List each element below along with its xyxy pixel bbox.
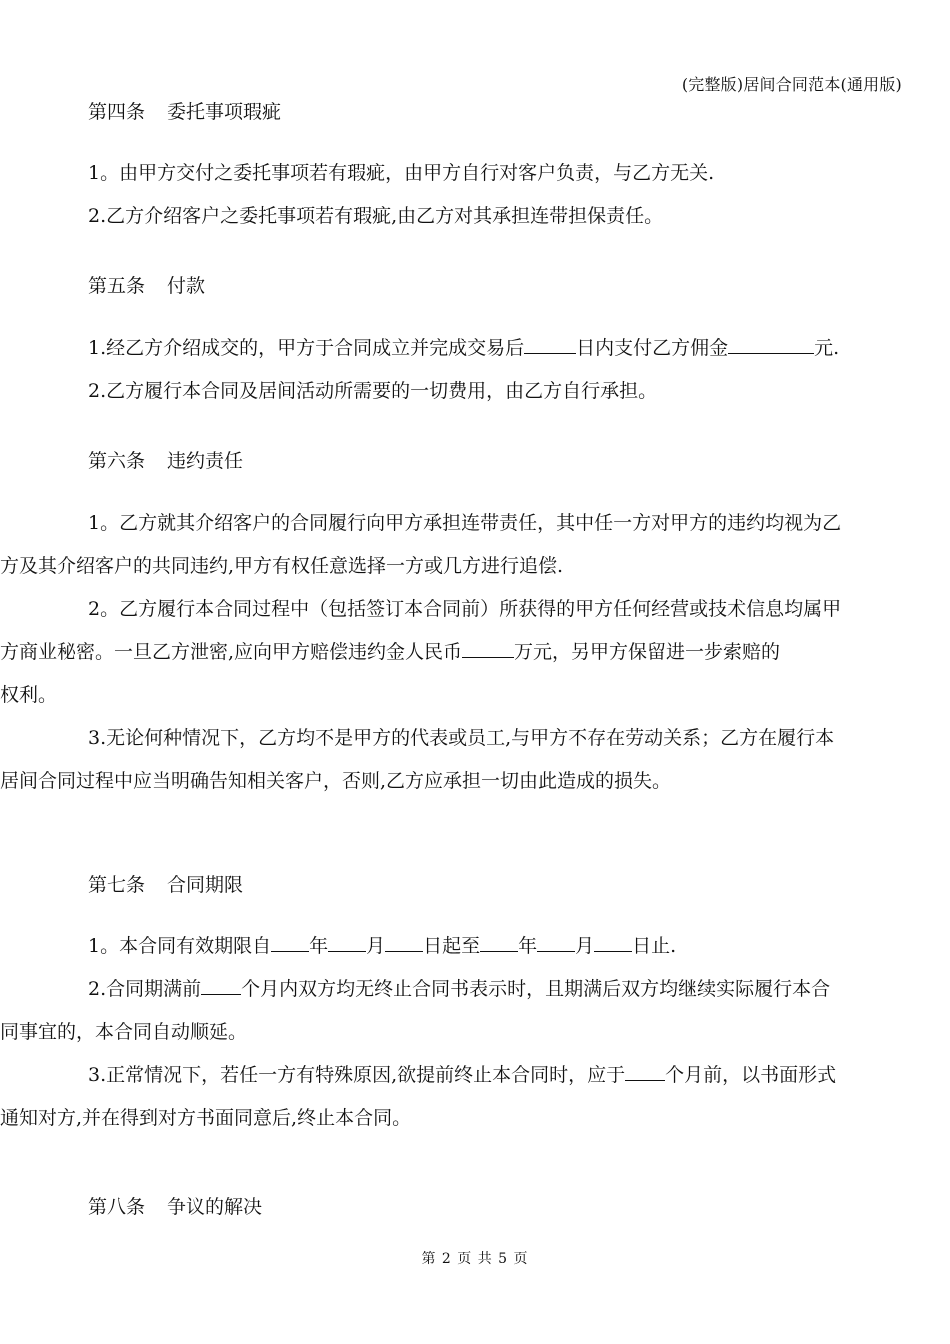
paragraph: 3.无论何种情况下，乙方均不是甲方的代表或员工,与甲方不存在劳动关系；乙方在履行本 <box>88 727 835 749</box>
article-number: 第八条 <box>88 1196 146 1218</box>
text-run: 日内支付乙方佣金 <box>576 337 729 359</box>
paragraph <box>88 327 908 370</box>
paragraph-continuation: 权利。 <box>0 684 58 706</box>
text-run: 月 <box>575 935 595 957</box>
paragraph <box>88 925 908 968</box>
paragraph <box>88 1054 908 1097</box>
fill-in-blank[interactable] <box>385 931 423 952</box>
fill-in-blank[interactable] <box>537 931 575 952</box>
text-run: 2.合同期满前 <box>88 978 202 1000</box>
article-title: 合同期限 <box>167 874 244 896</box>
text-run: 1.经乙方介绍成交的，甲方于合同成立并完成交易后 <box>88 337 525 359</box>
text-run: 日止. <box>632 935 677 957</box>
article-8-heading <box>88 1192 262 1222</box>
paragraph-continuation: 通知对方,并在得到对方书面同意后,终止本合同。 <box>0 1107 412 1129</box>
article-7-body <box>0 925 908 1140</box>
fill-in-blank[interactable] <box>271 931 309 952</box>
article-4-heading <box>88 97 281 127</box>
article-title: 付款 <box>167 275 206 297</box>
fill-in-blank[interactable] <box>524 333 576 354</box>
fill-in-blank[interactable] <box>625 1060 665 1081</box>
article-title: 委托事项瑕疵 <box>167 101 282 123</box>
paragraph-continuation: 同事宜的，本合同自动顺延。 <box>0 1021 248 1043</box>
article-number: 第六条 <box>88 450 146 472</box>
paragraph: 2。乙方履行本合同过程中（包括签订本合同前）所获得的甲方任何经营或技术信息均属甲 <box>88 598 842 620</box>
fill-in-blank[interactable] <box>328 931 366 952</box>
text-run: 个月内双方均无终止合同书表示时，且期满后双方均继续实际履行本合 <box>241 978 831 1000</box>
fill-in-blank[interactable] <box>594 931 632 952</box>
text-run: 月 <box>366 935 386 957</box>
article-number: 第四条 <box>88 101 146 123</box>
article-5-body <box>88 327 908 413</box>
article-number: 第五条 <box>88 275 146 297</box>
article-number: 第七条 <box>88 874 146 896</box>
paragraph <box>88 968 908 1011</box>
text-run: 年 <box>518 935 538 957</box>
article-5-heading <box>88 271 205 301</box>
text-run: 1。本合同有效期限自 <box>88 935 272 957</box>
article-4-body <box>88 152 908 238</box>
paragraph-continuation: 方及其介绍客户的共同违约,甲方有权任意选择一方或几方进行追偿. <box>0 555 564 577</box>
document-header: (完整版)居间合同范本(通用版) <box>681 75 902 94</box>
text-run: 个月前，以书面形式 <box>665 1064 837 1086</box>
text-run: 年 <box>309 935 329 957</box>
fill-in-blank[interactable] <box>462 637 514 658</box>
article-7-heading <box>88 870 243 900</box>
paragraph: 1。由甲方交付之委托事项若有瑕疵，由甲方自行对客户负责，与乙方无关. <box>88 162 715 184</box>
paragraph: 2.乙方履行本合同及居间活动所需要的一切费用，由乙方自行承担。 <box>88 380 658 402</box>
text-run: 元. <box>814 337 840 359</box>
fill-in-blank[interactable] <box>728 333 814 354</box>
text-run: 万元，另甲方保留进一步索赔的 <box>514 641 781 663</box>
article-6-heading <box>88 446 243 476</box>
text-run: 方商业秘密。一旦乙方泄密,应向甲方赔偿违约金人民币 <box>0 641 463 663</box>
article-title: 争议的解决 <box>167 1196 263 1218</box>
text-run: 日起至 <box>423 935 481 957</box>
article-title: 违约责任 <box>167 450 244 472</box>
fill-in-blank[interactable] <box>201 974 241 995</box>
page-footer: 第 2 页 共 5 页 <box>421 1251 529 1267</box>
article-6-body <box>0 502 908 803</box>
paragraph: 1。乙方就其介绍客户的合同履行向甲方承担连带责任，其中任一方对甲方的违约均视为乙 <box>88 512 842 534</box>
paragraph: 2.乙方介绍客户之委托事项若有瑕疵,由乙方对其承担连带担保责任。 <box>88 205 664 227</box>
fill-in-blank[interactable] <box>480 931 518 952</box>
paragraph-continuation: 居间合同过程中应当明确告知相关客户，否则,乙方应承担一切由此造成的损失。 <box>0 770 672 792</box>
paragraph-continuation <box>0 631 908 674</box>
text-run: 3.正常情况下，若任一方有特殊原因,欲提前终止本合同时，应于 <box>88 1064 626 1086</box>
